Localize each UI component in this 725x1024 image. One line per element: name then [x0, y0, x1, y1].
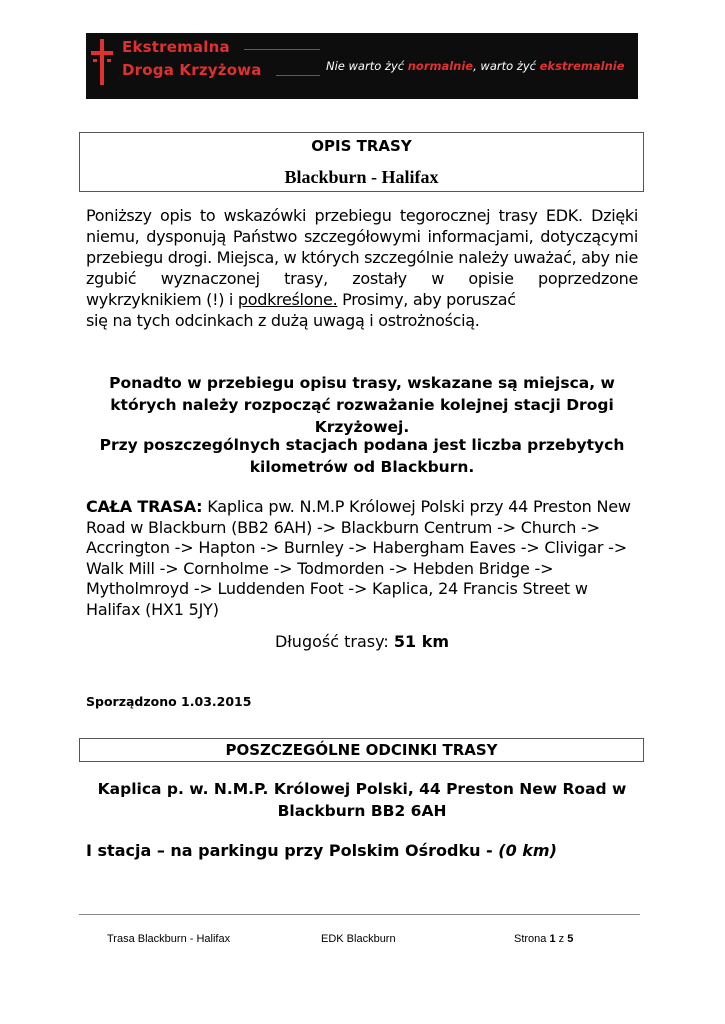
cross-logo-icon — [90, 39, 114, 85]
route-title: Blackburn - Halifax — [284, 167, 439, 187]
sections-header — [79, 738, 644, 762]
header-banner — [86, 33, 638, 99]
note-kilometers: Przy poszczególnych stacjach podana jest liczba przebytych kilometrów od Blackburn. — [99, 436, 625, 476]
underlined-word: podkreślone. — [237, 290, 338, 309]
intro-paragraph: Poniższy opis to wskazówki przebiegu tegorocznej trasy EDK. Dzięki niemu, dysponują Państwo szczegółowymi informacjami, dotyczącymi przebiegu drogi. Miejsca, w których szczególnie należy uważać, aby nie zgubić wyznaczonej trasy, zostały w opisie poprzedzone wykrzyknikiem (!) i podkreślone. Prosimy, aby poruszać się na tych odcinkach z dużą uwagą i ostrożnością. — [86, 206, 638, 330]
logo-divider — [244, 49, 320, 50]
section-heading: OPIS TRASY — [311, 137, 412, 155]
footer-center: EDK Blackburn — [321, 933, 396, 945]
logo-text-line1: Ekstremalna — [122, 38, 230, 56]
prepared-date: Sporządzono 1.03.2015 — [86, 694, 252, 709]
page-number: Strona 1 z 5 — [514, 933, 574, 945]
note-stations: Ponadto w przebiegu opisu trasy, wskazane są miejsca, w których należy rozpocząć rozważanie kolejnej stacji Drogi Krzyżowej. — [109, 374, 615, 436]
route-length: Długość trasy: 51 km — [274, 632, 450, 651]
footer-left: Trasa Blackburn - Halifax — [107, 933, 231, 945]
footer-divider — [79, 914, 640, 915]
logo-divider — [276, 75, 320, 76]
start-place: Kaplica p. w. N.M.P. Królowej Polski, 44 Preston New Road w Blackburn BB2 6AH — [97, 780, 627, 820]
logo-text-line2: Droga Krzyżowa — [122, 61, 262, 79]
station-1: I stacja – na parkingu przy Polskim Ośrodku - (0 km) — [86, 841, 557, 860]
tagline: Nie warto żyć normalnie, warto żyć ekstremalnie — [326, 59, 625, 73]
section-heading: POSZCZEGÓLNE ODCINKI TRASY — [225, 741, 498, 759]
full-route: CAŁA TRASA: Kaplica pw. N.M.P Królowej Polski przy 44 Preston New Road w Blackburn (BB2 6AH) -> Blackburn Centrum -> Church -> Accrington -> Hapton -> Burnley -> Habergham Eaves -> Clivigar -> Walk Mill -> Cornholme -> Todmorden -> Hebden Bridge -> Mytholmroyd -> Luddenden Foot -> Kaplica, 24 Francis Street w Halifax (HX1 5JY) — [86, 497, 631, 619]
route-description-header — [79, 132, 644, 192]
